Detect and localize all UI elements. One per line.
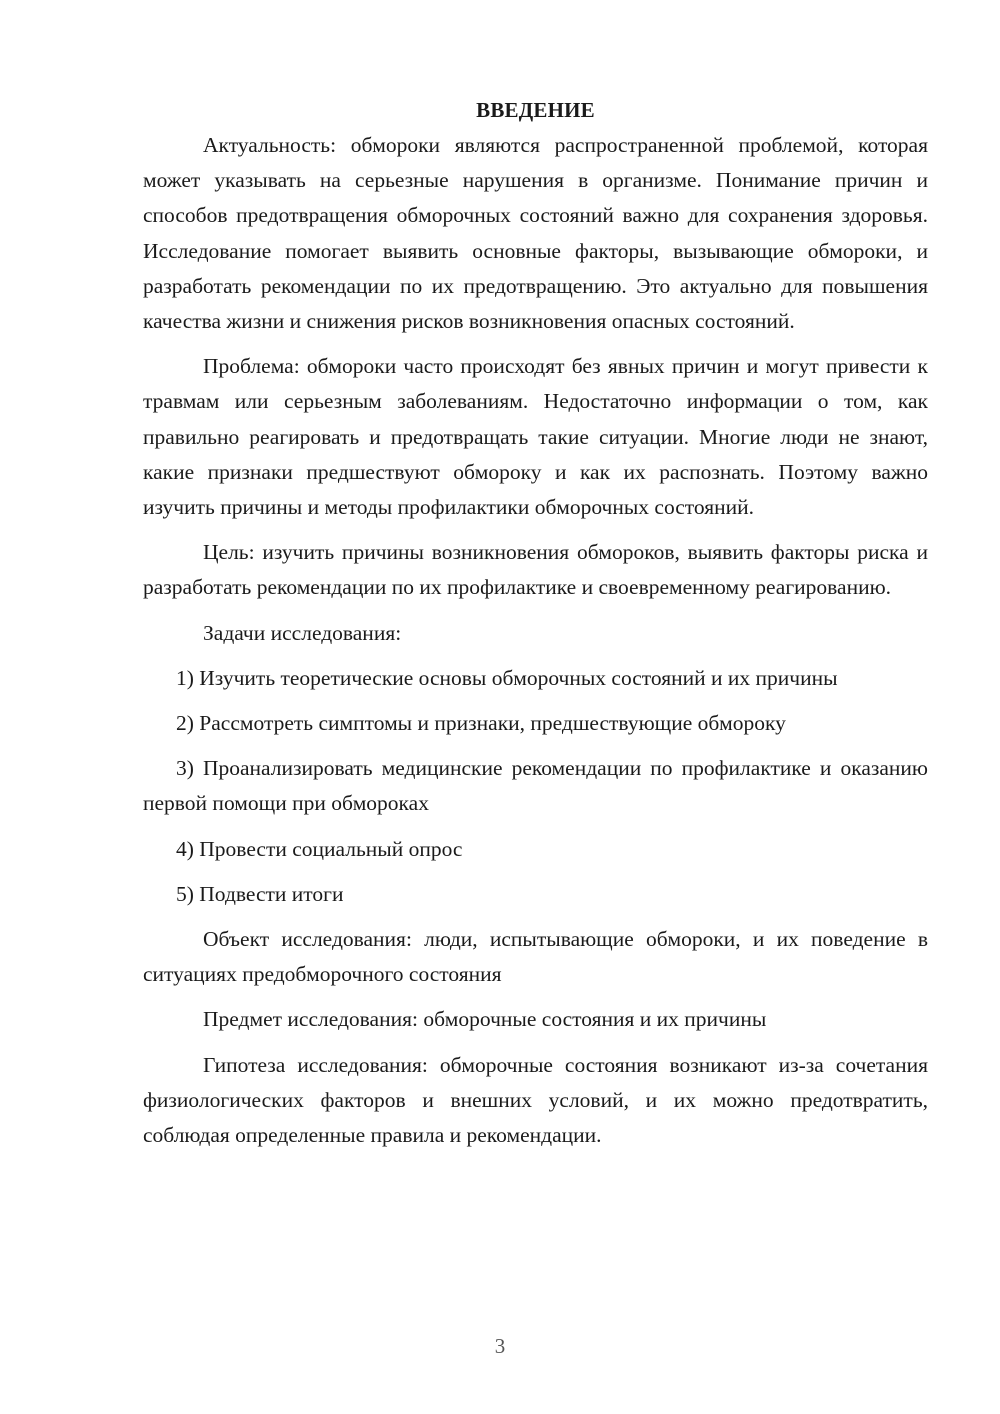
task-item-3: 3) Проанализировать медицинские рекомендации по профилактике и оказанию первой помощи при обмороках (143, 756, 928, 816)
paragraph-relevance: Актуальность: обмороки являются распространенной проблемой, которая может указывать на серьезные нарушения в организме. Понимание причин и способов предотвращения обморочных состояний важно для сохранения здоровья. Исследование помогает выявить основные факторы, вызывающие обмороки, и разработать рекомендации по их предотвращению. Это актуально для повышения качества жизни и снижения рисков возникновения опасных состояний. (143, 133, 928, 334)
document-page (143, 92, 928, 1163)
tasks-heading: Задачи исследования: (203, 620, 402, 645)
task-item-5: 5) Подвести итоги (176, 881, 344, 906)
paragraph-problem: Проблема: обмороки часто происходят без явных причин и могут привести к травмам или серьезным заболеваниям. Недостаточно информации о том, как правильно реагировать и предотвращать такие ситуации. Многие люди не знают, какие признаки предшествуют обмороку и как их распознать. Поэтому важно изучить причины и методы профилактики обморочных состояний. (143, 354, 928, 520)
paragraph-hypothesis: Гипотеза исследования: обморочные состояния возникают из-за сочетания физиологических факторов и внешних условий, и их можно предотвратить, соблюдая определенные правила и рекомендации. (143, 1052, 928, 1148)
task-item-2: 2) Рассмотреть симптомы и признаки, предшествующие обмороку (176, 711, 786, 736)
paragraph-goal: Цель: изучить причины возникновения обмороков, выявить факторы риска и разработать рекомендации по их профилактике и своевременному реагированию. (143, 540, 928, 600)
page-number: 3 (494, 1334, 506, 1358)
paragraph-subject: Предмет исследования: обморочные состояния и их причины (203, 1007, 767, 1032)
task-item-1: 1) Изучить теоретические основы обморочных состояний и их причины (176, 665, 838, 690)
paragraph-object: Объект исследования: люди, испытывающие обмороки, и их поведение в ситуациях предобморочного состояния (143, 927, 928, 987)
task-item-4: 4) Провести социальный опрос (176, 836, 463, 861)
section-title: ВВЕДЕНИЕ (476, 98, 595, 122)
